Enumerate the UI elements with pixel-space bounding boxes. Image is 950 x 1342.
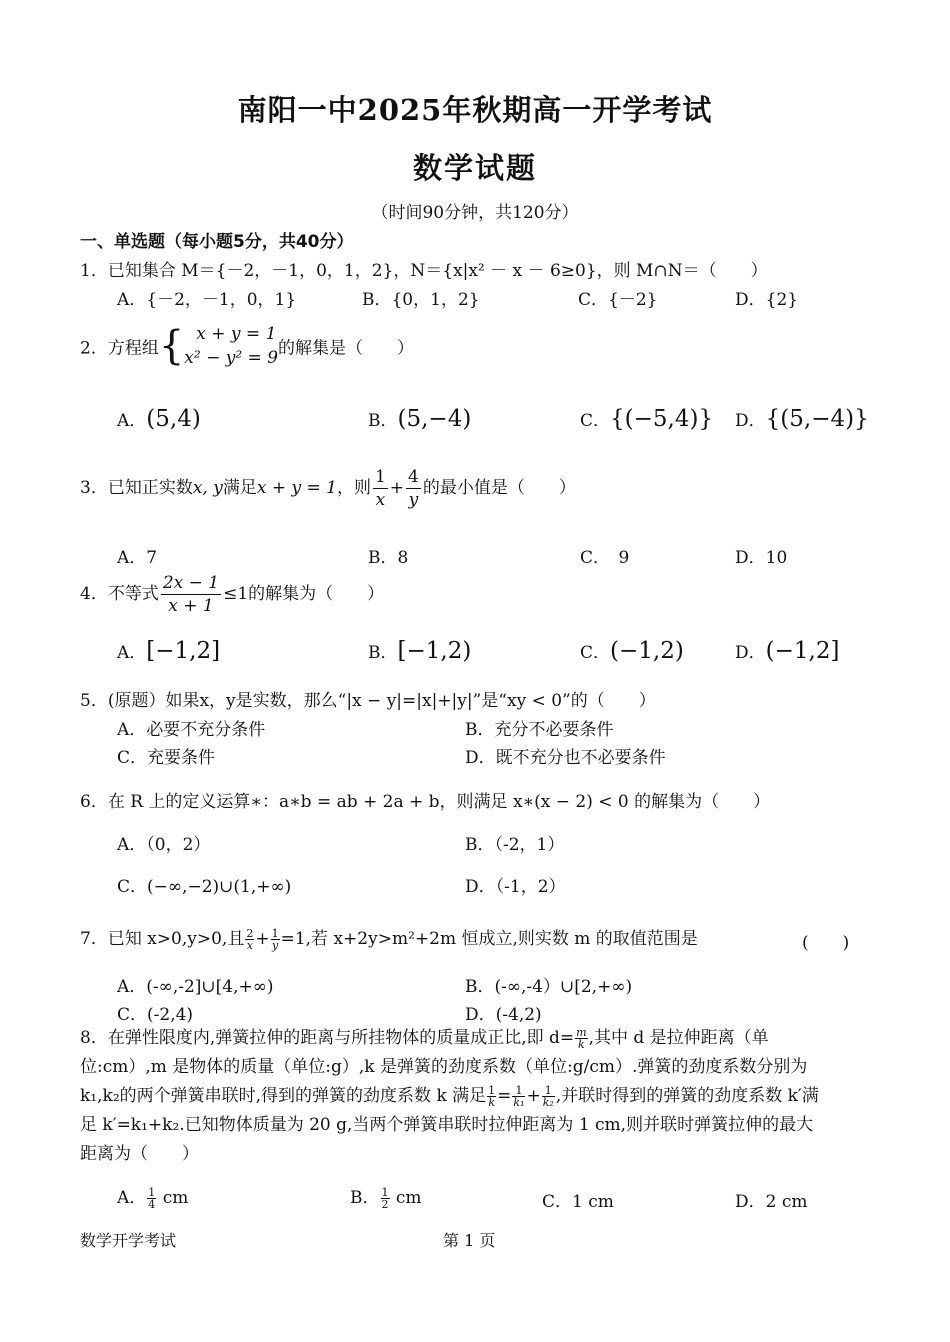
question-7-stem — [80, 924, 698, 951]
q4-fraction — [161, 572, 221, 617]
q4-option-a — [117, 638, 220, 664]
q7-prefix: 7．已知 x>0,y>0,且 — [80, 929, 245, 949]
q5-option-a: A．必要不充分条件 — [117, 720, 266, 740]
q3-mid2: ，则 — [336, 478, 371, 498]
q8-option-a — [117, 1183, 188, 1210]
q7-option-c: C．(-2,4) — [117, 1005, 194, 1025]
q8-line-1 — [80, 1024, 873, 1053]
question-2-stem — [80, 322, 414, 370]
q3-f2-num: 4 — [408, 467, 419, 487]
q7-answer-paren: ( ) — [802, 933, 850, 953]
q5-option-c: C．充要条件 — [117, 748, 216, 768]
q8-option-b-unit: cm — [395, 1188, 422, 1208]
q3-fraction-1 — [373, 466, 388, 511]
q7-suffix: =1,若 x+2y>m²+2m 恒成立,则实数 m 的取值范围是 — [280, 929, 698, 949]
footer-label: 数学开学考试 — [80, 1231, 177, 1250]
exam-title: 南阳一中2025年秋期高一开学考试 — [237, 93, 713, 127]
q6-option-d: D．（-1，2） — [465, 877, 566, 897]
q8-line3-b: ,并联时得到的弹簧的劲度系数 k′满 — [555, 1086, 819, 1106]
q4-prefix: 4．不等式 — [80, 584, 159, 604]
q6-option-b: B．（-2，1） — [465, 835, 565, 855]
q3-vars: x, y — [192, 478, 223, 498]
q8-option-b-fraction — [381, 1187, 390, 1210]
q7-option-d: D．(-4,2) — [465, 1005, 542, 1025]
q4-option-a-letter: A． — [117, 643, 147, 663]
q8-line1-a: 8．在弹性限度内,弹簧拉伸的距离与所挂物体的质量成正比,即 d= — [80, 1028, 575, 1048]
q8-d-den: k — [578, 1038, 585, 1051]
q8-option-a-fraction — [147, 1187, 156, 1210]
q1-option-d: D．{2} — [735, 290, 799, 310]
section-heading: 一、单选题（每小题5分，共40分） — [80, 232, 354, 252]
q2-option-b-letter: B． — [368, 411, 398, 431]
q3-option-b: B．8 — [368, 548, 409, 568]
q7-option-b: B．(-∞,-4）∪[2,+∞) — [465, 977, 633, 997]
q8-line-3 — [80, 1082, 873, 1111]
q3-condition: x + y = 1 — [256, 478, 337, 498]
q4-option-b — [368, 638, 471, 664]
q8-line-4: 足 k′=k₁+k₂.已知物体质量为 20 g,当两个弹簧串联时拉伸距离为 1 cm,则并联时弹簧拉伸的最大 — [80, 1115, 814, 1135]
q8-option-c: C．1 cm — [542, 1192, 614, 1212]
q5-option-d: D．既不充分也不必要条件 — [465, 748, 666, 768]
q3-fraction-2 — [406, 466, 421, 511]
q7-f2-num: 1 — [271, 927, 279, 940]
question-8-stem — [80, 1024, 873, 1169]
q8-option-b-den: 2 — [381, 1198, 389, 1211]
q8-k-den: k — [488, 1096, 495, 1109]
q8-line-5: 距离为（ ） — [80, 1144, 199, 1164]
q7-plus: + — [255, 929, 270, 949]
q4-option-b-letter: B． — [368, 643, 398, 663]
question-1-stem: 1．已知集合 M＝{－2，－1，0，1，2}，N＝{x|x² － x － 6≥0}，则 M∩N＝（ ） — [80, 261, 768, 281]
q3-suffix: 的最小值是（ ） — [422, 478, 576, 498]
q1-option-b: B．{0，1，2} — [362, 290, 480, 310]
q8-k2-den: k₂ — [542, 1096, 554, 1109]
q4-option-d-value: (−1,2] — [765, 638, 840, 664]
q4-numerator: 2x − 1 — [162, 573, 220, 593]
question-4-stem — [80, 572, 384, 617]
q4-denominator: x + 1 — [168, 596, 214, 616]
q8-option-a-unit: cm — [162, 1188, 189, 1208]
q8-option-b — [350, 1183, 422, 1210]
q2-suffix: 的解集是（ ） — [278, 338, 415, 359]
q3-option-a: A．7 — [117, 548, 158, 568]
q4-option-d — [735, 638, 839, 664]
q8-line-2: 位:cm）,m 是物体的质量（单位:g）,k 是弹簧的劲度系数（单位:g/cm）.弹簧的劲度系数分别为 — [80, 1057, 808, 1077]
q7-fraction-1 — [245, 928, 254, 951]
question-3-stem — [80, 466, 576, 511]
q4-option-c-value: (−1,2) — [610, 638, 684, 664]
q8-option-b-letter: B． — [350, 1188, 380, 1208]
q7-f1-den: x — [246, 939, 253, 952]
question-5-stem: 5．(原题）如果x，y是实数，那么“|x − y|=|x|+|y|”是“xy < 0”的（ ） — [80, 691, 656, 711]
q2-option-d — [735, 406, 869, 432]
q2-prefix: 2．方程组 — [80, 338, 159, 359]
q4-suffix: ≤1的解集为（ ） — [223, 584, 385, 604]
q3-f2-den: y — [408, 490, 419, 510]
q1-option-c: C．{－2} — [578, 290, 658, 310]
q2-option-b — [368, 406, 471, 432]
q8-k1-den: k₁ — [513, 1096, 525, 1109]
exam-subject: 数学试题 — [412, 151, 537, 185]
q4-option-b-value: [−1,2) — [397, 638, 472, 664]
time-note: （时间90分钟，共120分） — [371, 203, 579, 223]
q8-option-a-letter: A． — [117, 1188, 147, 1208]
q8-d-num: m — [576, 1026, 587, 1039]
q8-k1-fraction — [512, 1085, 525, 1108]
q7-f2-den: y — [271, 939, 279, 952]
q8-plus: + — [526, 1086, 541, 1106]
q8-k1-num: 1 — [512, 1085, 525, 1097]
q7-option-a: A．(-∞,-2]∪[4,+∞) — [117, 977, 274, 997]
q8-k2-num: 1 — [542, 1085, 555, 1097]
q2-option-c-value: {(−5,4)} — [610, 406, 714, 432]
q3-option-d: D．10 — [735, 548, 788, 568]
q8-eq: = — [497, 1086, 512, 1106]
question-6-stem: 6．在 R 上的定义运算∗：a∗b = ab + 2a + b，则满足 x∗(x − 2) < 0 的解集为（ ） — [80, 792, 771, 812]
q8-option-a-num: 1 — [148, 1186, 156, 1199]
q7-f1-num: 2 — [246, 927, 254, 940]
page-number: 第 1 页 — [443, 1231, 496, 1250]
q3-mid: 满足 — [222, 478, 257, 498]
q8-option-b-num: 1 — [381, 1186, 389, 1199]
q6-option-a: A．（0，2） — [117, 835, 211, 855]
q8-line3-a: k₁,k₂的两个弹簧串联时,得到的弹簧的劲度系数 k 满足 — [80, 1086, 487, 1106]
q3-prefix: 3．已知正实数 — [80, 478, 193, 498]
q3-f1-num: 1 — [374, 467, 386, 487]
q2-option-c-letter: C． — [580, 411, 611, 431]
q3-f1-den: x — [375, 490, 386, 510]
q5-option-b: B．充分不必要条件 — [465, 720, 614, 740]
q4-option-c-letter: C． — [580, 643, 611, 663]
q4-option-d-letter: D． — [735, 643, 766, 663]
q2-option-b-value: (5,−4) — [397, 406, 472, 432]
q2-option-a — [117, 406, 201, 432]
q8-d-fraction — [575, 1027, 587, 1050]
q2-option-d-value: {(5,−4)} — [765, 406, 869, 432]
q2-equation-2: x² − y² = 9 — [184, 348, 279, 368]
q4-option-c — [580, 638, 684, 664]
q2-option-a-value: (5,4) — [146, 406, 201, 432]
q6-option-c: C．(−∞,−2)∪(1,+∞) — [117, 877, 292, 897]
system-brace: { — [158, 323, 185, 369]
equation-system — [184, 322, 278, 370]
q2-option-a-letter: A． — [117, 411, 147, 431]
q2-option-c — [580, 406, 713, 432]
q8-line1-b: ,其中 d 是拉伸距离（单 — [588, 1028, 769, 1048]
q4-option-a-value: [−1,2] — [146, 638, 221, 664]
q2-equation-1: x + y = 1 — [196, 324, 277, 344]
q2-option-d-letter: D． — [735, 411, 766, 431]
q8-option-d: D．2 cm — [735, 1192, 808, 1212]
q1-option-a: A．{－2，－1，0，1} — [117, 290, 297, 310]
q7-fraction-2 — [271, 928, 280, 951]
q3-option-c: C． 9 — [580, 548, 630, 568]
q8-option-a-den: 4 — [148, 1198, 156, 1211]
q8-k-num: 1 — [488, 1084, 496, 1097]
q3-plus: + — [389, 478, 405, 498]
q8-k-fraction — [487, 1085, 496, 1108]
q8-k2-fraction — [542, 1085, 555, 1108]
